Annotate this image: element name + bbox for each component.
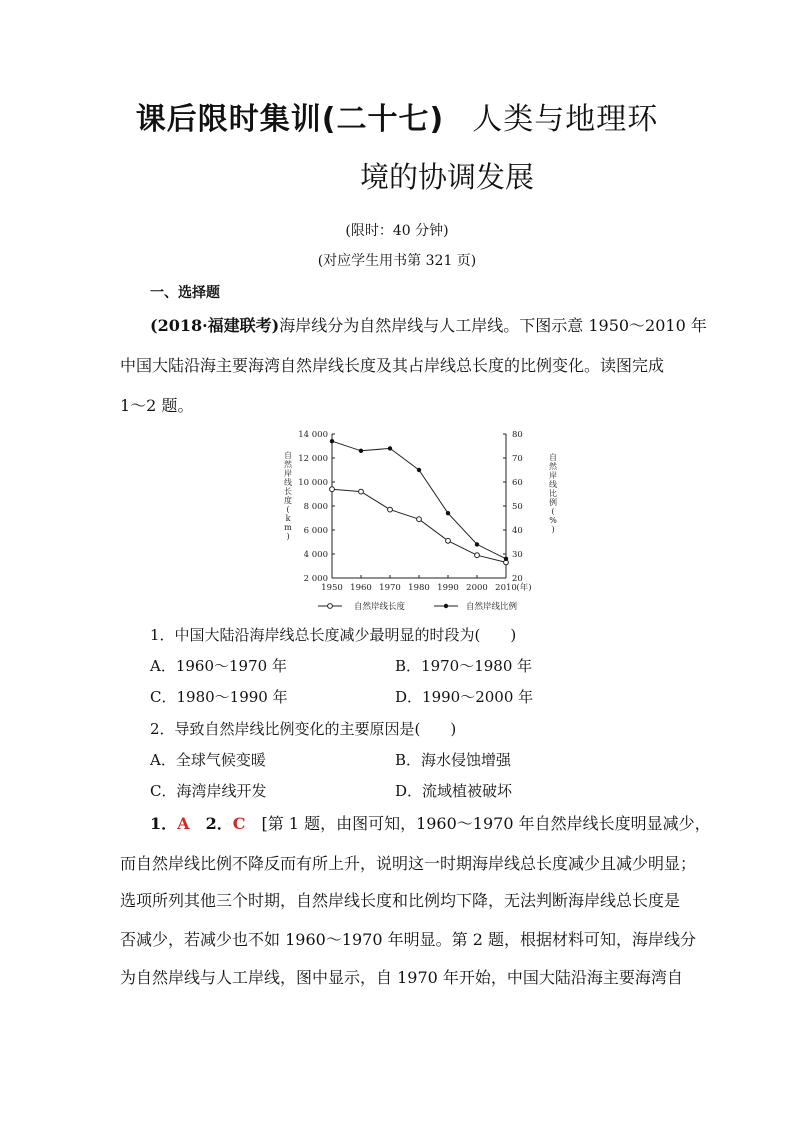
legend-marker-length [328,604,333,609]
title-bold: 课后限时集训(二十七) [135,102,445,137]
intro-text-1: 海岸线分为自然岸线与人工岸线。下图示意 1950～2010 年 [279,316,707,335]
page-title [0,100,794,140]
svg-text:): ) [551,525,555,534]
y-left-tick-label: 14 000 [298,430,328,440]
svg-text:度: 度 [284,496,292,505]
series-line [332,441,506,559]
intro-line-1 [150,308,707,344]
question-2-option-b: B．海水侵蚀增强 [395,751,512,769]
x-tick-label: 1950 [321,583,343,593]
svg-text:%: % [549,516,557,525]
answer-2: C [232,814,246,833]
y-left-tick-label: 6 000 [303,526,328,536]
svg-text:(: ( [551,507,555,516]
answer-1: A [177,814,190,833]
intro-line-3: 1～2 题。 [120,396,194,415]
y-left-axis-label [284,450,293,541]
intro-source: (2018·福建联考) [150,316,280,335]
x-tick-label: 1960 [350,583,372,593]
y-right-tick-label: 80 [512,430,523,440]
data-point-ratio [417,468,421,472]
y-right-tick-label: 60 [512,478,523,488]
question-1-stem: 1．中国大陆沿海岸线总长度减少最明显的时段为( ) [150,626,517,644]
time-limit: (限时：40 分钟) [345,223,449,239]
legend-label-length: 自然岸线长度 [354,602,406,612]
answer-num-2: 2． [205,814,233,833]
question-1-option-b: B．1970～1980 年 [395,657,533,675]
y-right-tick-label: 20 [512,574,523,584]
svg-text:线: 线 [549,480,557,489]
question-2-option-d: D．流域植被破坏 [395,782,513,800]
y-right-axis-label [549,452,558,534]
svg-text:比: 比 [549,489,557,498]
y-right-tick-label: 70 [512,454,523,464]
y-left-tick-label: 12 000 [298,454,328,464]
legend-marker-ratio [444,604,448,608]
answer-line-2: 而自然岸线比例不降反而有所上升，说明这一时期海岸线总长度减少且减少明显； [120,854,697,873]
answer-line-4: 否减少，若减少也不如 1960～1970 年明显。第 2 题，根据材料可知，海岸线分 [120,930,696,949]
svg-text:然: 然 [549,462,557,471]
y-left-tick-label: 10 000 [298,478,328,488]
series-line [332,489,506,562]
coastline-chart [270,420,570,620]
svg-text:岸: 岸 [549,471,557,480]
svg-text:岸: 岸 [284,469,292,478]
x-tick-label: 1980 [408,583,430,593]
y-right-tick-label: 30 [512,550,523,560]
data-point-length [417,517,422,522]
data-point-length [475,553,480,558]
answer-text-1: [第 1 题，由图可知，1960～1970 年自然岸线长度明显减少， [261,814,711,833]
svg-text:自: 自 [549,453,557,462]
y-left-tick-label: 4 000 [303,550,328,560]
svg-text:线: 线 [284,478,292,487]
y-left-tick-label: 2 000 [303,574,328,584]
svg-text:m: m [284,523,292,532]
svg-text:长: 长 [284,487,292,496]
x-tick-label: 2010 [495,583,517,593]
answer-num-1: 1． [150,814,178,833]
data-point-length [359,489,364,494]
data-point-ratio [504,557,508,561]
data-point-length [388,507,393,512]
book-reference: (对应学生用书第 321 页) [317,253,477,269]
y-left-tick-label: 8 000 [303,502,328,512]
y-right-tick-label: 40 [512,526,523,536]
svg-text:例: 例 [549,498,557,507]
answer-line-1 [150,806,711,842]
data-point-ratio [359,449,363,453]
data-point-ratio [475,542,479,546]
svg-text:(: ( [286,505,290,514]
data-point-ratio [388,446,392,450]
data-point-length [330,487,335,492]
question-1-option-a: A．1960～1970 年 [150,657,287,675]
svg-text:k: k [285,514,291,523]
x-tick-label: 2000 [466,583,488,593]
question-1-option-d: D．1990～2000 年 [395,688,534,706]
answer-line-5: 为自然岸线与人工岸线，图中显示，自 1970 年开始，中国大陆沿海主要海湾自 [120,968,683,987]
page-title-line2: 境的协调发展 [359,160,534,194]
y-right-tick-label: 50 [512,502,523,512]
intro-line-2: 中国大陆沿海主要海湾自然岸线长度及其占岸线总长度的比例变化。读图完成 [120,356,665,375]
x-tick-label: 1990 [437,583,459,593]
data-point-ratio [446,511,450,515]
svg-text:然: 然 [284,460,292,469]
answer-line-3: 选项所列其他三个时期，自然岸线长度和比例均下降，无法判断海岸线总长度是 [120,891,681,910]
chart-legend [318,601,518,612]
x-unit-label: (年) [516,583,532,593]
question-2-stem: 2．导致自然岸线比例变化的主要原因是( ) [150,720,457,738]
question-2-option-a: A．全球气候变暖 [150,751,266,769]
data-point-ratio [330,439,334,443]
legend-label-ratio: 自然岸线比例 [466,602,518,612]
question-2-option-c: C．海湾岸线开发 [150,782,267,800]
data-point-length [446,538,451,543]
svg-text:): ) [286,532,290,541]
x-tick-label: 1970 [379,583,401,593]
section-heading: 一、选择题 [150,285,220,301]
question-1-option-c: C．1980～1990 年 [150,688,288,706]
svg-text:自: 自 [284,451,292,460]
title-rest: 人类与地理环 [472,102,659,137]
